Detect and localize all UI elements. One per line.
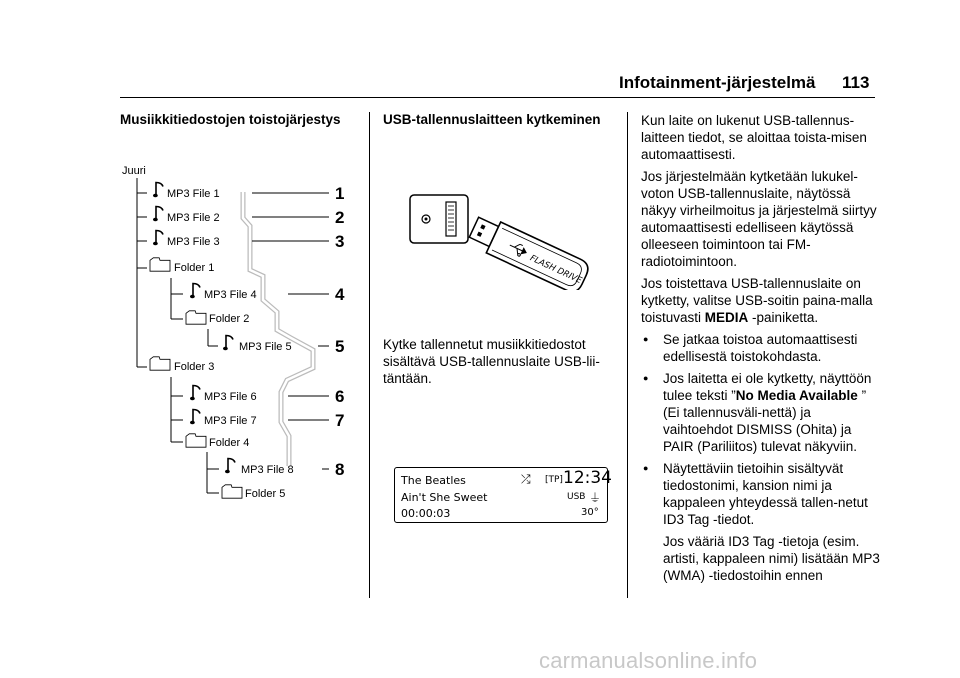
order-number: 5 [335,337,345,356]
playback-order-tree [115,160,360,510]
bullet-icon: ● [643,373,649,383]
order-number: 3 [335,232,345,251]
tree-item-label: Folder 2 [209,313,250,325]
tree-item-label: MP3 File 8 [241,464,294,476]
order-number: 7 [335,411,345,430]
tree-item-label: MP3 File 1 [167,188,220,200]
bullet-icon: ● [643,463,649,473]
folder-icon [186,311,206,324]
order-number: 4 [335,285,345,304]
music-note-icon [153,183,163,198]
tree-item-label: Folder 3 [174,361,215,373]
folder-icon [222,485,242,498]
display-clock: 12:34 [563,468,612,488]
order-number: 6 [335,387,345,406]
col3-text [641,112,881,589]
bullet-item: ● Se jatkaa toistoa automaattisesti edellisestä toistokohdasta. [643,332,858,364]
col1-heading: Musiikkitiedostojen toistojärjestys [120,112,341,127]
col2-caption: Kytke tallennetut musiikkitiedostot sisältävä USB-tallennuslaite USB-lii-täntään. [383,337,600,386]
column-divider-1 [369,112,370,598]
display-source: USB [567,492,586,502]
music-note-icon [153,207,163,222]
folder-icon [150,258,170,271]
tree-item-label: Folder 1 [174,262,215,274]
tree-item-label: MP3 File 3 [167,236,220,248]
tree-item-label: MP3 File 4 [204,289,257,301]
usb-icon: ⏚ [589,491,602,505]
order-number: 1 [335,184,345,203]
folder-icon [150,357,170,370]
col2-heading: USB-tallennuslaitteen kytkeminen [383,112,601,127]
display-artist: The Beatles [401,474,466,487]
bullet-icon: ● [643,334,649,344]
paragraph: Jos järjestelmään kytketään lukukel-voton USB-tallennuslaite, näytössä näkyy virheilmoitus ja järjestelmä siirtyy automaattisesti edelliseen käytössä olleeseen toimintoon tai FM-radiotoimintoon. [641,169,877,269]
bullet-item: ● Näytettäviin tietoihin sisältyvät tiedostonimi, kansion nimi ja kappaleen yhteydessä tallen-netut ID3 Tag -tiedot. [643,461,868,527]
header-title: Infotainment-järjestelmä [619,73,816,92]
usb-flash-drive [466,213,591,290]
music-note-icon [190,386,200,401]
paragraph: Jos vääriä ID3 Tag -tietoja (esim. artisti, kappaleen nimi) lisätään MP3 (WMA) -tiedostoihin ennen [663,534,880,583]
music-note-icon [153,231,163,246]
paragraph: Jos toistettava USB-tallennuslaite on kytketty, valitse USB-soitin paina-malla toistuvasti MEDIA -painiketta. [641,276,873,325]
display-track: Ain't She Sweet [401,491,488,504]
watermark: carmanualsonline.info [539,648,758,673]
radio-display [394,467,612,523]
paragraph: Kun laite on lukenut USB-tallennus-laitteen tiedot, se aloittaa toista-misen automaattisesti. [641,113,867,162]
usb-port-icon [446,202,456,236]
usb-connection-illustration [400,180,615,290]
header-rule [120,97,875,98]
order-number: 8 [335,460,345,479]
display-elapsed: 00:00:03 [401,507,451,520]
column-divider-2 [627,112,628,598]
tree-item-label: MP3 File 6 [204,391,257,403]
display-temp: 30° [581,507,599,518]
page-number: 113 [842,73,870,92]
tree-root-label: Juuri [122,165,146,177]
shuffle-icon: ⤮ [521,472,531,486]
display-tp: [TP] [545,475,563,485]
music-note-icon [190,410,200,425]
flash-drive-label: FLASH DRIVE [528,253,584,287]
tree-item-label: MP3 File 2 [167,212,220,224]
folder-icon [186,434,206,447]
music-note-icon [190,284,200,299]
music-note-icon [225,459,235,474]
music-note-icon [223,336,233,351]
order-number: 2 [335,208,345,227]
tree-item-label: Folder 5 [245,488,286,500]
tree-item-label: Folder 4 [209,437,250,449]
bullet-item: ● Jos laitetta ei ole kytketty, näyttöön tulee teksti ”No Media Available ” (Ei tallennusväli-nettä) ja vaihtoehdot DISMISS (Ohita) ja PAIR (Pariliitos) tulevat näkyviin. [643,371,872,454]
tree-item-label: MP3 File 5 [239,341,292,353]
tree-item-label: MP3 File 7 [204,415,257,427]
